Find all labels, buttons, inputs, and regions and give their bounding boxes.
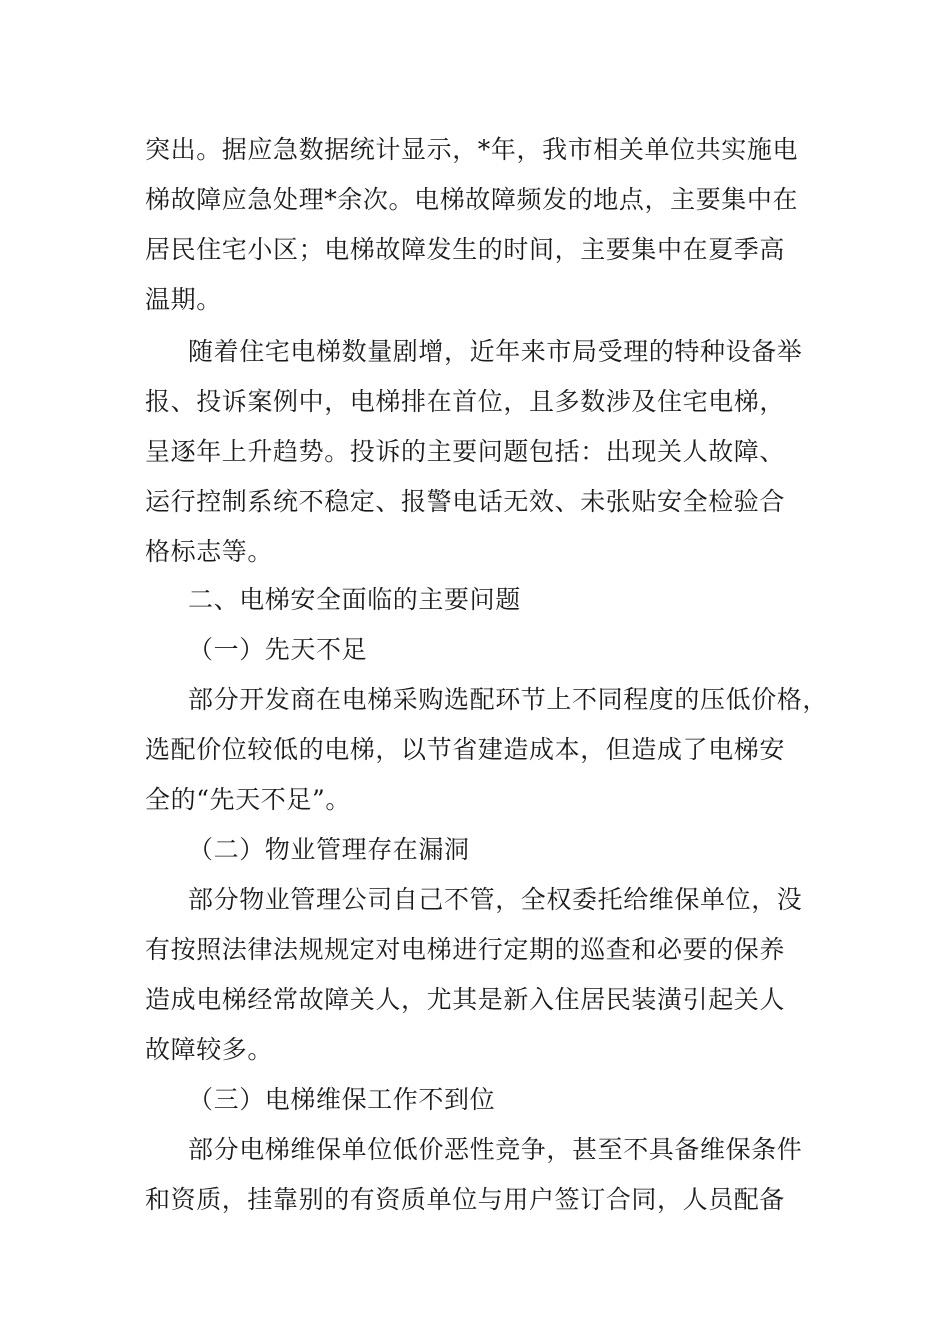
paragraph-line: 运行控制系统不稳定、报警电话无效、未张贴安全检验合: [145, 487, 786, 516]
paragraph-line: 故障较多。: [145, 1035, 274, 1064]
paragraph-line: 温期。: [145, 285, 222, 314]
paragraph-line: 部分物业管理公司自己不管，全权委托给维保单位，没: [188, 885, 803, 914]
paragraph-line: 有按照法律法规规定对电梯进行定期的巡查和必要的保养: [145, 935, 786, 964]
paragraph-line: 随着住宅电梯数量剧增，近年来市局受理的特种设备举: [188, 337, 803, 366]
subsection-heading: （二）物业管理存在漏洞: [188, 835, 470, 864]
paragraph-line: 梯故障应急处理*余次。电梯故障频发的地点，主要集中在: [145, 185, 799, 214]
paragraph-line: 全的“先天不足”。: [145, 785, 351, 814]
paragraph-line: 部分电梯维保单位低价恶性竞争，甚至不具备维保条件: [188, 1135, 803, 1164]
paragraph-line: 居民住宅小区；电梯故障发生的时间，主要集中在夏季高: [145, 235, 786, 264]
section-heading: 二、电梯安全面临的主要问题: [188, 585, 521, 614]
paragraph-line: 报、投诉案例中，电梯排在首位，且多数涉及住宅电梯，: [145, 387, 786, 416]
subsection-heading: （三）电梯维保工作不到位: [188, 1085, 496, 1114]
paragraph-line: 造成电梯经常故障关人，尤其是新入住居民装潢引起关人: [145, 985, 786, 1014]
paragraph-line: 部分开发商在电梯采购选配环节上不同程度的压低价格，: [188, 685, 829, 714]
paragraph-line: 和资质，挂靠别的有资质单位与用户签订合同，人员配备: [145, 1185, 786, 1214]
subsection-heading: （一）先天不足: [188, 635, 368, 664]
paragraph-line: 选配价位较低的电梯，以节省建造成本，但造成了电梯安: [145, 735, 786, 764]
paragraph-line: 格标志等。: [145, 537, 274, 566]
paragraph-line: 突出。据应急数据统计显示，*年，我市相关单位共实施电: [145, 135, 799, 164]
paragraph-line: 呈逐年上升趋势。投诉的主要问题包括：出现关人故障、: [145, 437, 786, 466]
